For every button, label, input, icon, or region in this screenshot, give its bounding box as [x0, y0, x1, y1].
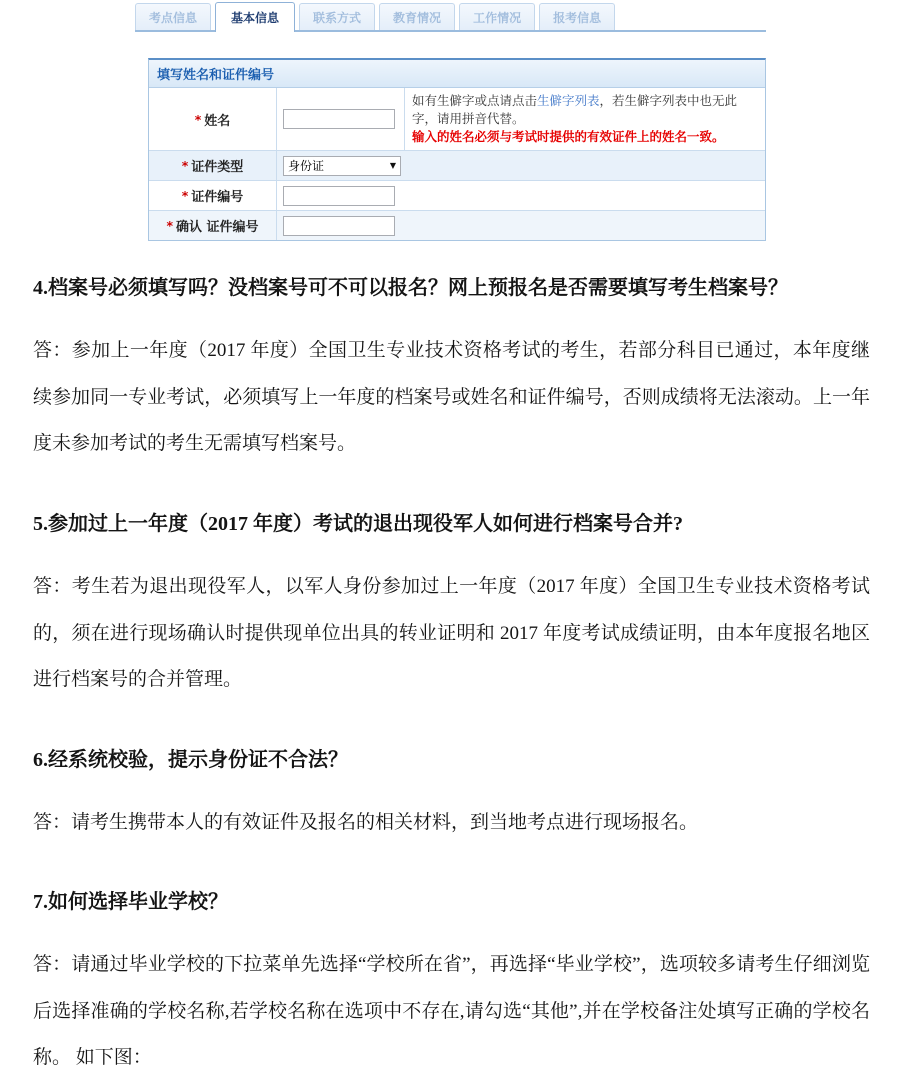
form-row-confirm-id-number: [149, 211, 765, 240]
faq-question-5: 5.参加过上一年度（2017 年度）考试的退出现役军人如何进行档案号合并?: [33, 513, 683, 536]
id-number-label-cell: [149, 181, 277, 210]
faq-answer-4: 答：参加上一年度（2017 年度）全国卫生专业技术资格考试的考生，若部分科目已通过，本年度继续参加同一专业考试，必须填写上一年度的档案号或姓名和证件编号，否则成绩将无法滚动。上一年度未参加考试的考生无需填写档案号。: [33, 340, 870, 455]
name-label-cell: [149, 88, 277, 150]
faq-question-7: 7.如何选择毕业学校？: [33, 891, 228, 914]
confirm-id-field-cell: [277, 211, 765, 240]
confirm-id-label: 确认 证件编号: [176, 220, 259, 236]
form-section-title: 填写姓名和证件编号: [149, 60, 765, 88]
tab-contact-info[interactable]: 联系方式: [299, 3, 375, 30]
chevron-down-icon: ▼: [389, 161, 396, 171]
form-tab-bar: [135, 4, 766, 32]
confirm-id-label-cell: [149, 211, 277, 240]
faq-answer-5: 答：考生若为退出现役军人，以军人身份参加过上一年度（2017 年度）全国卫生专业技术资格考试的，须在进行现场确认时提供现单位出具的转业证明和 2017 年度考试成绩证明，由本年度报名地区进行档案号的合并管理。: [33, 576, 870, 691]
name-input[interactable]: [283, 109, 395, 129]
rare-character-list-link[interactable]: 生僻字列表: [537, 93, 600, 108]
faq-answer-6: 答：请考生携带本人的有效证件及报名的相关材料，到当地考点进行现场报名。: [33, 811, 699, 833]
name-label: 姓名: [204, 113, 231, 129]
id-type-label: 证件类型: [191, 160, 244, 176]
faq-question-4: 4.档案号必须填写吗？没档案号可不可以报名？网上预报名是否需要填写考生档案号？: [33, 277, 788, 300]
id-type-selected-value: 身份证: [288, 159, 325, 174]
id-type-select[interactable]: [283, 156, 401, 176]
tab-basic-info[interactable]: 基本信息: [215, 2, 295, 32]
form-row-id-number: [149, 181, 765, 211]
faq-document: [33, 274, 870, 1081]
required-asterisk: *: [194, 111, 202, 127]
required-asterisk: *: [166, 218, 173, 234]
form-row-name: [149, 88, 765, 151]
tab-work-info[interactable]: 工作情况: [459, 3, 535, 30]
tab-exam-site-info[interactable]: 考点信息: [135, 3, 211, 30]
tab-education-info[interactable]: 教育情况: [379, 3, 455, 30]
name-help-text-pre: 如有生僻字或点请点击: [412, 93, 538, 108]
name-help-cell: [404, 88, 765, 150]
name-help-text-post: ，若生僻字列表中也无此字，请用拼音代替。: [412, 93, 738, 127]
registration-form-screenshot: [0, 0, 900, 241]
required-asterisk: *: [181, 188, 189, 204]
required-asterisk: *: [181, 158, 189, 174]
id-number-label: 证件编号: [191, 190, 244, 206]
id-number-field-cell: [277, 181, 765, 210]
faq-answer-7: 答：请通过毕业学校的下拉菜单先选择“学校所在省”，再选择“毕业学校”，选项较多请考生仔细浏览后选择准确的学校名称,若学校名称在选项中不存在,请勾选“其他”,并在学校备注处填写正确的学校名称。 如下图：: [33, 954, 870, 1069]
tab-application-info[interactable]: 报考信息: [539, 3, 615, 30]
faq-question-6: 6.经系统校验，提示身份证不合法？: [33, 748, 348, 771]
name-warning-text: 输入的姓名必须与考试时提供的有效证件上的姓名一致。: [412, 129, 725, 145]
id-type-label-cell: [149, 151, 277, 180]
id-type-field-cell: [277, 151, 765, 180]
name-field-cell: [277, 88, 404, 150]
confirm-id-input[interactable]: [283, 216, 395, 236]
name-and-id-form: [148, 58, 766, 241]
form-row-id-type: [149, 151, 765, 181]
id-number-input[interactable]: [283, 186, 395, 206]
